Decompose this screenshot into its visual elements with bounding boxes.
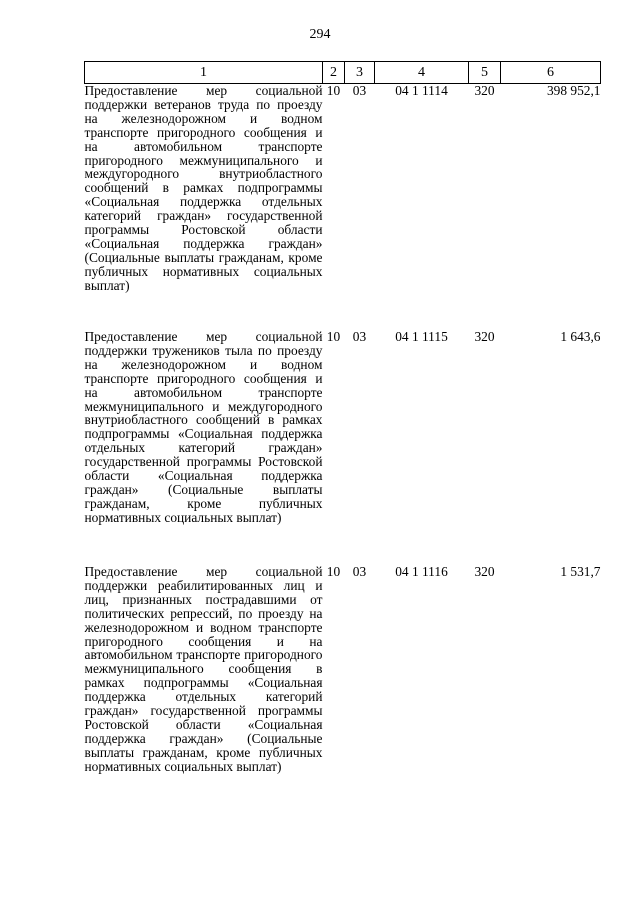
- row-section: 10: [326, 329, 341, 344]
- row-description: Предоставление мер социальной поддержки тружеников тыла по проезду на железнодорожном и водном транспорте пригородного сообщения и на автомобильном транспорте межмуниципального и междугородного внутриобластного сообщений в рамках подпрограммы «Социальная поддержка отдельных категорий граждан» государственной программы Ростовской области «Социальная поддержка граждан» (Социальные выплаты гражданам, кроме публичных нормативных социальных выплат): [84, 329, 323, 525]
- row-subsection: 03: [352, 83, 367, 98]
- page-number: 294: [309, 27, 331, 42]
- table-row: [85, 565, 601, 825]
- row-amount: 398 952,1: [546, 83, 601, 98]
- header-col-6: 6: [501, 62, 601, 84]
- header-col-1: 1: [85, 62, 323, 84]
- row-subsection: 03: [352, 329, 367, 344]
- row-subsection: 03: [352, 564, 367, 579]
- header-col-4: 4: [375, 62, 469, 84]
- budget-table: [84, 61, 601, 825]
- row-target-item: 04 1 1115: [395, 329, 448, 344]
- header-col-3: 3: [345, 62, 375, 84]
- table-row: [85, 84, 601, 331]
- row-expense-type: 320: [474, 564, 495, 579]
- row-target-item: 04 1 1116: [395, 564, 448, 579]
- header-col-5: 5: [469, 62, 501, 84]
- row-expense-type: 320: [474, 83, 495, 98]
- row-amount: 1 643,6: [560, 329, 601, 344]
- row-expense-type: 320: [474, 329, 495, 344]
- row-description: Предоставление мер социальной поддержки реабилитированных лиц и лиц, признанных пострадавшими от политических репрессий, по проезду на железнодорожном и водном транспорте пригородного сообщения и на автомобильном транспорте пригородного межмуниципального сообщения в рамках подпрограммы «Социальная поддержка отдельных категорий граждан» государственной программы Ростовской области «Социальная поддержка граждан» (Социальные выплаты гражданам, кроме публичных нормативных социальных выплат): [84, 564, 323, 774]
- table-row: [85, 330, 601, 565]
- header-col-2: 2: [323, 62, 345, 84]
- row-description: Предоставление мер социальной поддержки ветеранов труда по проезду на железнодорожном и водном транспорте пригородного сообщения и на автомобильном транспорте пригородного межмуниципального и междугородного внутриобластного сообщений в рамках подпрограммы «Социальная поддержка отдельных категорий граждан» государственной программы Ростовской области «Социальная поддержка граждан» (Социальные выплаты гражданам, кроме публичных нормативных социальных выплат): [84, 83, 323, 293]
- header-row: [85, 62, 601, 84]
- row-section: 10: [326, 564, 341, 579]
- row-target-item: 04 1 1114: [395, 83, 448, 98]
- row-section: 10: [326, 83, 341, 98]
- row-amount: 1 531,7: [560, 564, 601, 579]
